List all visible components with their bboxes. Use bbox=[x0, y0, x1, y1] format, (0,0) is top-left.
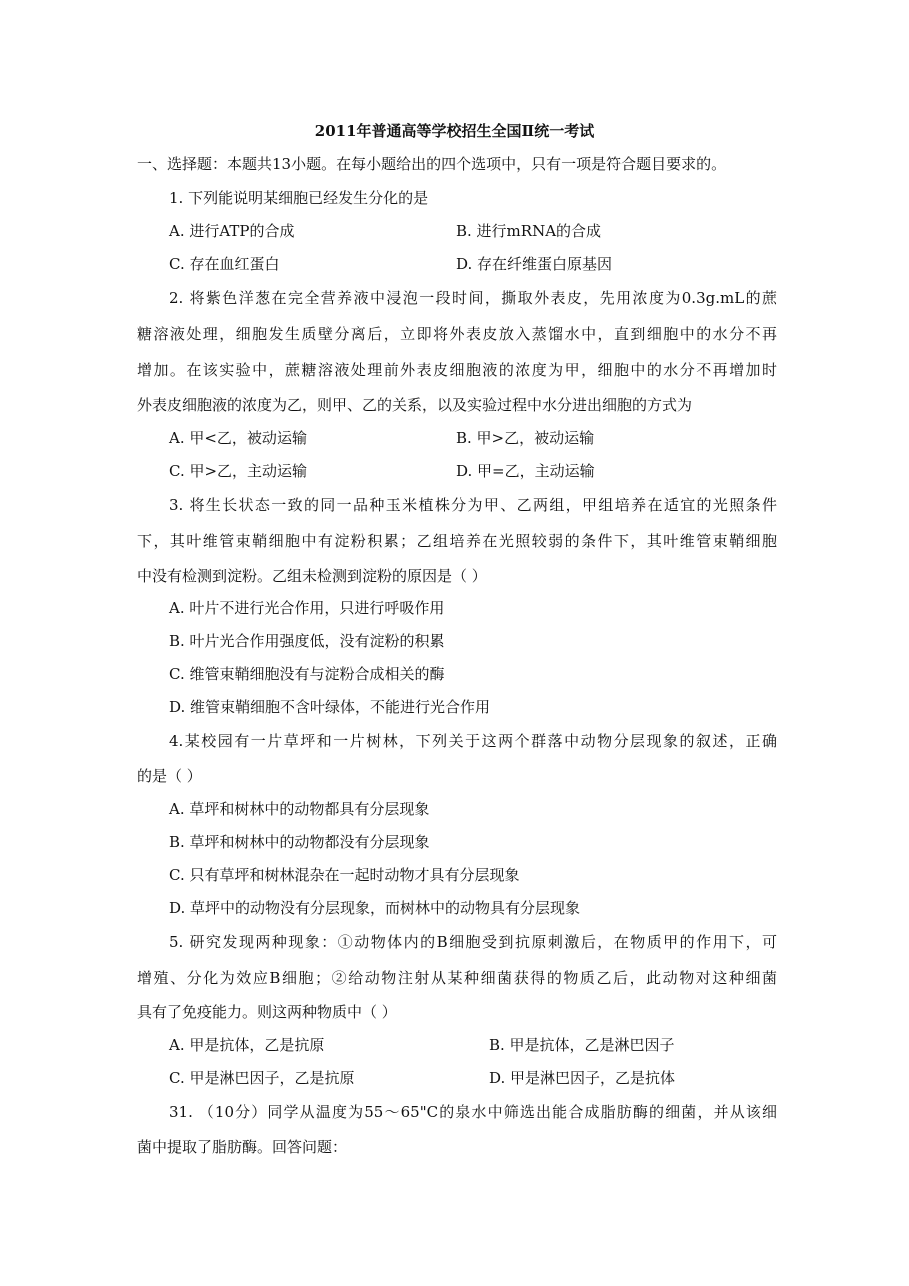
question-5-line-2: 增殖、分化为效应B细胞；②给动物注射从某种细菌获得的物质乙后，此动物对这种细菌 bbox=[137, 969, 777, 987]
q4-option-b: B. 草坪和树林中的动物都没有分层现象 bbox=[169, 833, 430, 851]
q4-option-a: A. 草坪和树林中的动物都具有分层现象 bbox=[169, 800, 430, 818]
question-3-line-2: 下，其叶维管束鞘细胞中有淀粉积累；乙组培养在光照较弱的条件下，其叶维管束鞘细胞 bbox=[137, 532, 777, 550]
question-2-line-3: 增加。在该实验中，蔗糖溶液处理前外表皮细胞液的浓度为甲，细胞中的水分不再增加时 bbox=[137, 361, 777, 379]
q5-option-d: D. 甲是淋巴因子，乙是抗体 bbox=[489, 1069, 676, 1087]
question-2-line-1: 2. 将紫色洋葱在完全营养液中浸泡一段时间，撕取外表皮，先用浓度为0.3g.mL的蔗 bbox=[169, 289, 777, 307]
q2-option-a: A. 甲<乙，被动运输 bbox=[169, 429, 307, 447]
q3-option-a: A. 叶片不进行光合作用，只进行呼吸作用 bbox=[169, 599, 445, 617]
q1-option-d: D. 存在纤维蛋白原基因 bbox=[456, 255, 613, 273]
question-4-line-1: 4.某校园有一片草坪和一片树林，下列关于这两个群落中动物分层现象的叙述，正确 bbox=[169, 732, 777, 750]
question-4-line-2: 的是（ ） bbox=[137, 767, 202, 785]
question-31-line-2: 菌中提取了脂肪酶。回答问题： bbox=[137, 1138, 348, 1156]
q3-option-c: C. 维管束鞘细胞没有与淀粉合成相关的酶 bbox=[169, 665, 445, 683]
q5-option-a: A. 甲是抗体，乙是抗原 bbox=[169, 1036, 325, 1054]
q3-option-b: B. 叶片光合作用强度低，没有淀粉的积累 bbox=[169, 632, 445, 650]
q2-option-c: C. 甲>乙，主动运输 bbox=[169, 462, 308, 480]
section-heading: 一、选择题：本题共13小题。在每小题给出的四个选项中，只有一项是符合题目要求的。 bbox=[137, 155, 727, 173]
q3-option-d: D. 维管束鞘细胞不含叶绿体，不能进行光合作用 bbox=[169, 698, 491, 716]
q1-option-b: B. 进行mRNA的合成 bbox=[456, 222, 602, 240]
question-31-line-1: 31. （10分）同学从温度为55～65"C的泉水中筛选出能合成脂肪酶的细菌，并从该细 bbox=[169, 1103, 777, 1121]
q1-option-a: A. 进行ATP的合成 bbox=[169, 222, 295, 240]
question-2-line-4: 外表皮细胞液的浓度为乙，则甲、乙的关系，以及实验过程中水分进出细胞的方式为 bbox=[137, 396, 693, 414]
question-5-line-1: 5. 研究发现两种现象：①动物体内的B细胞受到抗原刺激后，在物质甲的作用下，可 bbox=[169, 933, 777, 951]
question-3-line-3: 中没有检测到淀粉。乙组未检测到淀粉的原因是（ ） bbox=[137, 567, 487, 585]
q2-option-d: D. 甲=乙，主动运输 bbox=[456, 462, 595, 480]
q4-option-c: C. 只有草坪和树林混杂在一起时动物才具有分层现象 bbox=[169, 866, 520, 884]
question-3-line-1: 3. 将生长状态一致的同一品种玉米植株分为甲、乙两组，甲组培养在适宜的光照条件 bbox=[169, 496, 777, 514]
q1-option-c: C. 存在血红蛋白 bbox=[169, 255, 280, 273]
question-1-stem: 1. 下列能说明某细胞已经发生分化的是 bbox=[169, 189, 429, 207]
q4-option-d: D. 草坪中的动物没有分层现象，而树林中的动物具有分层现象 bbox=[169, 899, 581, 917]
q5-option-c: C. 甲是淋巴因子，乙是抗原 bbox=[169, 1069, 355, 1087]
question-5-line-3: 具有了免疫能力。则这两种物质中（ ） bbox=[137, 1003, 397, 1021]
q2-option-b: B. 甲>乙，被动运输 bbox=[456, 429, 595, 447]
q5-option-b: B. 甲是抗体，乙是淋巴因子 bbox=[489, 1036, 675, 1054]
question-2-line-2: 糖溶液处理，细胞发生质壁分离后，立即将外表皮放入蒸馏水中，直到细胞中的水分不再 bbox=[137, 325, 777, 343]
page-title: 2011年普通高等学校招生全国Ⅱ统一考试 bbox=[314, 122, 595, 140]
